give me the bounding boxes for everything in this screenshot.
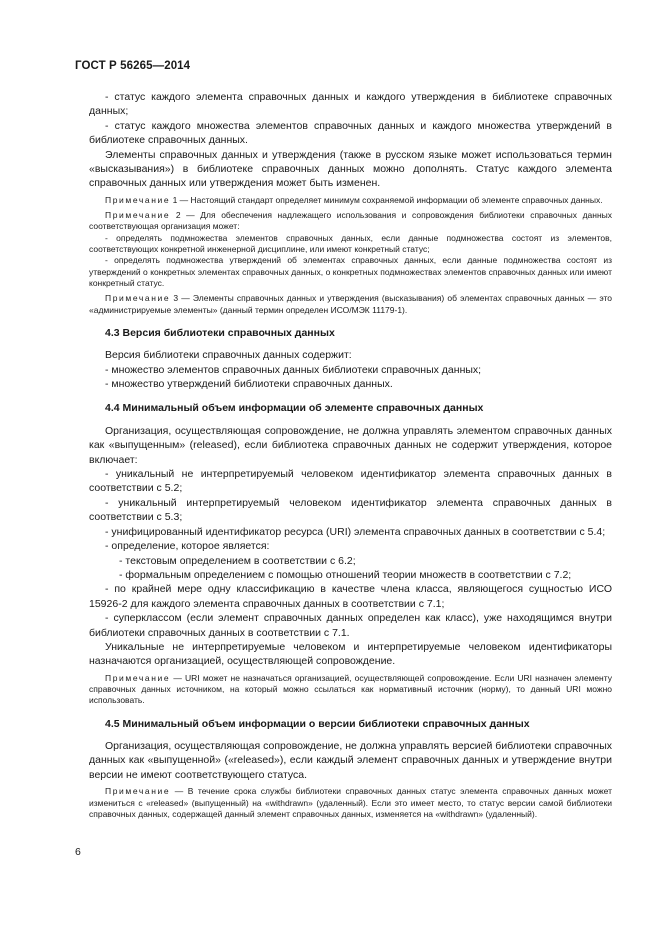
page-body <box>89 90 612 820</box>
section-4-3-bullet-1: - множество элементов справочных данных библиотеки справочных данных; <box>105 363 482 376</box>
note-label: Примечание <box>105 194 171 205</box>
note-3-text: 3 — Элементы справочных данных и утверждения (высказывания) об элементах справочных данных — это «администрируемые элементы» (данный термин определен ИСО/МЭК 11179-1). <box>89 293 612 315</box>
section-4-3-bullet-2: - множество утверждений библиотеки справочных данных. <box>105 378 393 391</box>
section-4-5-paragraph: Организация, осуществляющая сопровождение, не должна управлять версией библиотеки справочных данных как «выпущенной» («released»), если каждый элемент справочных данных и утверждение внутри версии не имеют соответствующего статуса. <box>89 740 612 781</box>
note-label: Примечание <box>105 210 171 221</box>
section-4-4-bullet-5: - по крайней мере одну классификацию в качестве члена класса, являющегося сущностью ИСО 15926-2 для каждого элемента справочных данных в соответствии с 7.1; <box>89 583 612 610</box>
note-2-bullet-1: - определять подмножества элементов справочных данных, если данные подмножества состоят из элементов, соответствующих конкретной инженерной дисциплине, или имеют конкретный статус; <box>89 232 612 255</box>
note-1-text: 1 — Настоящий стандарт определяет минимум сохраняемой информации об элементе справочных данных. <box>170 194 603 205</box>
note-2-bullet-2: - определять подмножества утверждений об элементах справочных данных, если данные подмножества состоят из утверждений о конкретных элементах справочных данных, о конкретных подмножествах элементов справочных данных или имеют конкретный статус. <box>89 255 612 288</box>
note-label: Примечание <box>105 672 171 683</box>
section-4-4-bullet-6: - суперклассом (если элемент справочных данных определен как класс), уже находящимся внутри библиотеки справочных данных в соответствии с 7.1. <box>89 612 612 639</box>
section-4-4-paragraph-1: Организация, осуществляющая сопровождение, не должна управлять элементом справочных данных как «выпущенным» (released), если библиотека справочных данных не содержит утверждения, которое включает: <box>89 424 612 466</box>
section-4-4-sub-bullet-b: - формальным определением с помощью отношений теории множеств в соответствии с 7.2; <box>119 568 572 581</box>
intro-bullet-2: - статус каждого множества элементов справочных данных и каждого множества утверждений в библиотеке справочных данных. <box>89 119 612 147</box>
note-label: Примечание <box>105 293 171 304</box>
section-4-4-bullet-4: - определение, которое является: <box>105 540 270 553</box>
note-1 <box>89 195 612 206</box>
page-number: 6 <box>75 846 81 858</box>
section-4-4-bullet-1: - уникальный не интерпретируемый человеком идентификатор элемента справочных данных в соответствии с 5.2; <box>89 468 612 495</box>
section-4-5-heading: 4.5 Минимальный объем информации о версии библиотеки справочных данных <box>105 717 530 730</box>
intro-bullet-1: - статус каждого элемента справочных данных и каждого утверждения в библиотеке справочных данных; <box>89 91 612 118</box>
note-2 <box>89 210 612 233</box>
section-4-3-heading: 4.3 Версия библиотеки справочных данных <box>105 326 335 339</box>
intro-paragraph: Элементы справочных данных и утверждения (также в русском языке может использоваться термин «высказывания») в библиотеке справочных данных можно дополнять. Статус каждого элемента справочных данных или утверждения может быть изменен. <box>89 148 612 190</box>
note-3 <box>89 293 612 316</box>
section-4-4-heading: 4.4 Минимальный объем информации об элементе справочных данных <box>105 402 484 415</box>
section-4-3-paragraph: Версия библиотеки справочных данных содержит: <box>105 349 352 362</box>
note-2-text: 2 — Для обеспечения надлежащего использования и сопровождения библиотеки справочных данных соответствующая организация может: <box>89 210 612 232</box>
section-4-4-bullet-3: - унифицированный идентификатор ресурса (URI) элемента справочных данных в соответствии с 5.4; <box>105 525 606 538</box>
section-4-4-note-text: — URI может не назначаться организацией, осуществляющей сопровождение. Если URI назначен элементу справочных данных источником, на который можно ссылаться как нормативный источник (норму), то данный URI можно использовать. <box>89 672 612 706</box>
section-4-5-note-text: — В течение срока службы библиотеки справочных данных статус элемента справочных данных может измениться с «released» (выпущенный) на «withdrawn» (удаленный). Если это имеет место, то статус версии самой библиотеки справочных данных, содержащей данный элемент справочных данных, изменяется на «withdrawn» (удаленный). <box>89 786 612 819</box>
section-4-4-sub-bullet-a: - текстовым определением в соответствии с 6.2; <box>119 554 356 567</box>
note-label: Примечание <box>105 786 171 797</box>
section-4-4-bullet-2: - уникальный интерпретируемый человеком идентификатор элемента справочных данных в соответствии с 5.3; <box>89 496 612 524</box>
section-4-5-note <box>89 786 612 820</box>
section-4-4-paragraph-2: Уникальные не интерпретируемые человеком и интерпретируемые человеком идентификаторы назначаются организацией, осуществляющей сопровождение. <box>89 640 612 668</box>
document-header: ГОСТ Р 56265—2014 <box>75 60 191 72</box>
section-4-4-note <box>89 673 612 707</box>
